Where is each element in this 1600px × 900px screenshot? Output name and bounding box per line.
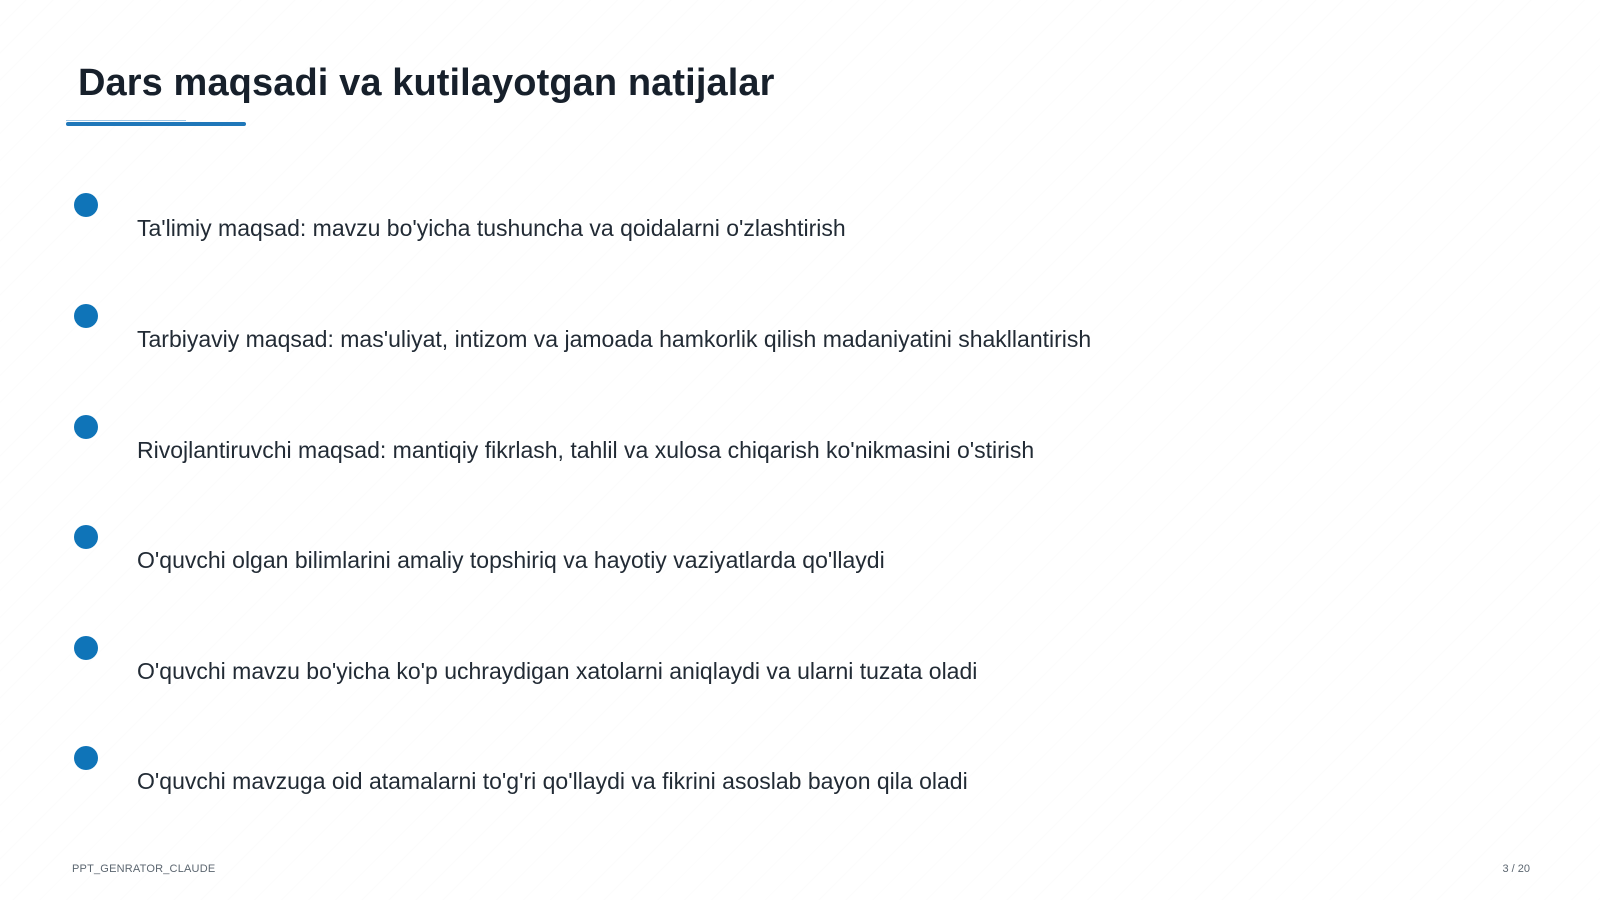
bullet-dot-icon [74,636,98,660]
bullet-dot-icon [74,193,98,217]
bullet-text: O'quvchi mavzu bo'yicha ko'p uchraydigan xatolarni aniqlaydi va ularni tuzata oladi [137,658,978,684]
bullet-dot-icon [74,304,98,328]
bullet-text: O'quvchi mavzuga oid atamalarni to'g'ri qo'llaydi va fikrini asoslab bayon qila oladi [137,768,968,794]
footer-brand: PPT_GENRATOR_CLAUDE [72,863,216,875]
bullet-dot-icon [74,415,98,439]
bullet-item-3 [74,415,1554,485]
bullet-item-5 [74,636,1554,706]
bullet-item-4 [74,525,1554,595]
bullet-item-2 [74,304,1554,374]
bullet-item-6 [74,746,1554,816]
bullet-text: O'quvchi olgan bilimlarini amaliy topshiriq va hayotiy vaziyatlarda qo'llaydi [137,547,885,573]
bullet-item-1 [74,193,1554,263]
bullet-dot-icon [74,525,98,549]
page-indicator: 3 / 20 [1502,863,1530,875]
bullet-text: Tarbiyaviy maqsad: mas'uliyat, intizom va jamoada hamkorlik qilish madaniyatini shakllantirish [137,326,1092,352]
bullet-text: Rivojlantiruvchi maqsad: mantiqiy fikrlash, tahlil va xulosa chiqarish ko'nikmasini o'stirish [137,437,1035,463]
bullet-dot-icon [74,746,98,770]
slide-title: Dars maqsadi va kutilayotgan natijalar [78,62,775,104]
bullet-text: Ta'limiy maqsad: mavzu bo'yicha tushuncha va qoidalarni o'zlashtirish [137,215,846,241]
